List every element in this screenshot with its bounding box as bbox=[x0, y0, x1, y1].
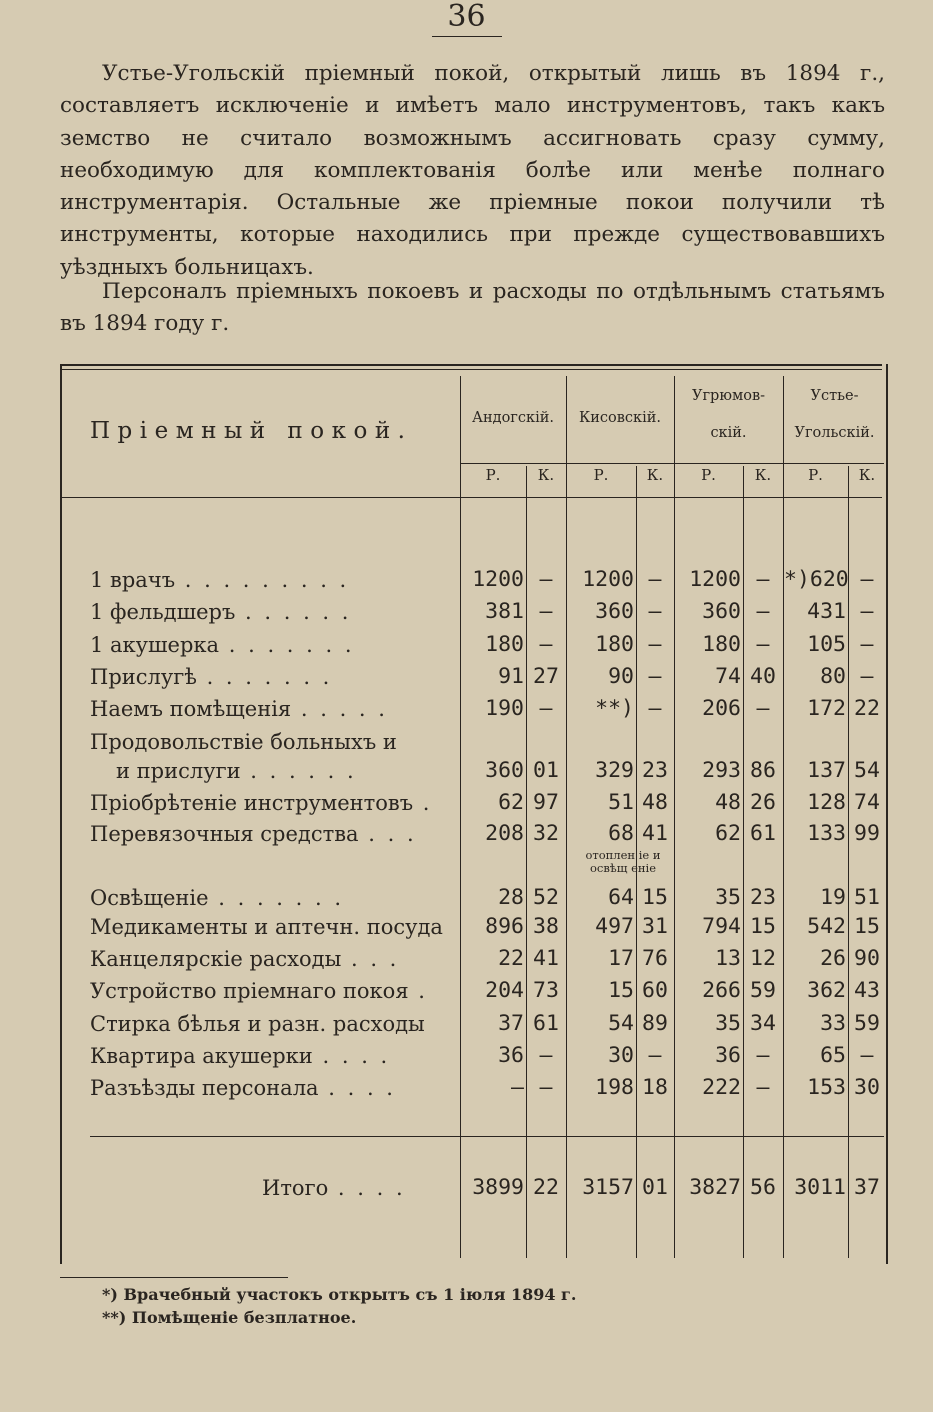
rubles-cell: 360 bbox=[485, 758, 524, 783]
kopecks-cell: 59 bbox=[854, 1011, 880, 1036]
rubles-cell: 896 bbox=[485, 914, 524, 939]
row-label bbox=[90, 819, 417, 849]
rubles-cell: 91 bbox=[498, 664, 524, 689]
rubles-cell: 35 bbox=[715, 885, 741, 910]
kopecks-cell: 32 bbox=[533, 821, 559, 846]
table-row bbox=[0, 565, 933, 595]
rubles-cell: 15 bbox=[608, 978, 634, 1003]
row-label bbox=[90, 976, 428, 1006]
table-row bbox=[0, 1073, 933, 1103]
kopecks-cell: 23 bbox=[750, 885, 776, 910]
rubles-cell: 172 bbox=[807, 696, 846, 721]
kopecks-cell: 15 bbox=[750, 914, 776, 939]
row-label bbox=[262, 1173, 406, 1203]
kopecks-cell: — bbox=[756, 696, 770, 721]
column-header-1: Андогскій. bbox=[472, 410, 554, 426]
kopecks-cell: — bbox=[756, 1043, 770, 1068]
rubles-cell: **) bbox=[595, 696, 634, 721]
kopecks-cell: 31 bbox=[642, 914, 668, 939]
rubles-cell: 153 bbox=[807, 1075, 846, 1100]
kopecks-cell: 86 bbox=[750, 758, 776, 783]
rubles-header: Р. bbox=[593, 466, 609, 484]
kopecks-cell: 41 bbox=[533, 946, 559, 971]
rubles-cell: 293 bbox=[702, 758, 741, 783]
row-label-text: 1 врачъ bbox=[90, 568, 176, 592]
rubles-cell: 62 bbox=[715, 821, 741, 846]
rubles-cell: 62 bbox=[498, 790, 524, 815]
row-label-text: и прислуги bbox=[116, 759, 241, 783]
footnote-2: **) Помѣщеніе безплатное. bbox=[102, 1308, 357, 1327]
kopecks-cell: 61 bbox=[533, 1011, 559, 1036]
kopecks-cell: — bbox=[648, 632, 662, 657]
rubles-cell: 180 bbox=[595, 632, 634, 657]
leader-dots: . . . bbox=[358, 822, 417, 846]
rubles-cell: 36 bbox=[498, 1043, 524, 1068]
kopecks-cell: 26 bbox=[750, 790, 776, 815]
rubles-cell: 794 bbox=[702, 914, 741, 939]
kopecks-cell: — bbox=[756, 1075, 770, 1100]
kopecks-cell: 52 bbox=[533, 885, 559, 910]
rubles-cell: 222 bbox=[702, 1075, 741, 1100]
row-label-text: Перевязочныя средства bbox=[90, 822, 359, 846]
row-label-text: 1 фельдшеръ bbox=[90, 600, 236, 624]
rubles-cell: 180 bbox=[485, 632, 524, 657]
rubles-cell: 33 bbox=[820, 1011, 846, 1036]
row-label bbox=[90, 944, 399, 974]
table-row bbox=[0, 788, 933, 818]
table-row bbox=[0, 1041, 933, 1071]
rubles-cell: 266 bbox=[702, 978, 741, 1003]
leader-dots: . . . . . . . bbox=[208, 886, 345, 910]
table-row bbox=[0, 597, 933, 627]
row-label-text: Итого bbox=[262, 1176, 329, 1200]
rubles-cell: — bbox=[511, 1075, 524, 1100]
total-rule bbox=[90, 1136, 884, 1137]
leader-dots: . bbox=[408, 979, 428, 1003]
row-label bbox=[90, 1073, 396, 1103]
row-label bbox=[116, 756, 357, 786]
leader-dots: . . . . bbox=[312, 1044, 391, 1068]
rubles-cell: 128 bbox=[807, 790, 846, 815]
row-label bbox=[90, 727, 397, 757]
leader-dots: . . . . . . bbox=[235, 600, 352, 624]
column-header-2: Кисовскій. bbox=[579, 410, 661, 426]
rubles-cell: 65 bbox=[820, 1043, 846, 1068]
kopecks-cell: 37 bbox=[854, 1175, 880, 1200]
column-header-3: Угрюмов- bbox=[691, 388, 766, 404]
table-caption-paragraph: Персоналъ пріемныхъ покоевъ и расходы по отдѣльнымъ статьямъ въ 1894 году г. bbox=[60, 279, 885, 337]
column-header-4-line2: Угольскій. bbox=[794, 425, 875, 441]
rubles-cell: 1200 bbox=[582, 567, 634, 592]
kopecks-cell: 22 bbox=[854, 696, 880, 721]
row-label bbox=[90, 565, 349, 595]
kopecks-cell: 74 bbox=[854, 790, 880, 815]
kopecks-cell: — bbox=[756, 599, 770, 624]
kopecks-cell: — bbox=[648, 1043, 662, 1068]
table-row bbox=[0, 756, 933, 786]
leader-dots: . . . . . . . bbox=[196, 665, 333, 689]
row-label-text: Наемъ помѣщенія bbox=[90, 697, 292, 721]
rubles-cell: 36 bbox=[715, 1043, 741, 1068]
kopecks-cell: 18 bbox=[642, 1075, 668, 1100]
leader-dots: . bbox=[413, 791, 433, 815]
kopecks-cell: 99 bbox=[854, 821, 880, 846]
kopecks-header: К. bbox=[754, 466, 772, 484]
rubles-cell: 542 bbox=[807, 914, 846, 939]
cell-annotation: отоплен іе и освѣщ еніе bbox=[585, 848, 661, 875]
row-label bbox=[90, 912, 443, 942]
rubles-header: Р. bbox=[808, 466, 823, 484]
kopecks-cell: 56 bbox=[750, 1175, 776, 1200]
table-row bbox=[0, 727, 933, 757]
kopecks-cell: 15 bbox=[854, 914, 880, 939]
table-top-rule bbox=[60, 364, 882, 366]
rubles-cell: 80 bbox=[820, 664, 846, 689]
row-label-text: Продовольствіе больныхъ и bbox=[90, 730, 397, 754]
kopecks-cell: 22 bbox=[533, 1175, 559, 1200]
leader-dots: . . . . . . . bbox=[219, 633, 355, 657]
rubles-cell: 26 bbox=[820, 946, 846, 971]
kopecks-header: К. bbox=[537, 466, 555, 484]
rubles-cell: 1200 bbox=[472, 567, 524, 592]
table-row bbox=[0, 694, 933, 724]
kopecks-cell: 61 bbox=[750, 821, 776, 846]
kopecks-cell: — bbox=[756, 632, 770, 657]
leader-dots: . . . . bbox=[318, 1076, 396, 1100]
kopecks-cell: 59 bbox=[750, 978, 776, 1003]
table-row bbox=[0, 944, 933, 974]
rubles-cell: 198 bbox=[595, 1075, 634, 1100]
rubles-cell: 360 bbox=[595, 599, 634, 624]
kopecks-header: К. bbox=[858, 466, 876, 484]
table-row bbox=[0, 976, 933, 1006]
rubles-cell: 22 bbox=[498, 946, 524, 971]
rubles-cell: 3157 bbox=[582, 1175, 634, 1200]
kopecks-cell: 48 bbox=[642, 790, 668, 815]
rubles-cell: 35 bbox=[715, 1011, 741, 1036]
leader-dots: . . . . . bbox=[291, 697, 388, 721]
rubles-cell: 381 bbox=[485, 599, 524, 624]
rubles-cell: 204 bbox=[485, 978, 524, 1003]
rubles-cell: 133 bbox=[807, 821, 846, 846]
kopecks-cell: — bbox=[860, 664, 874, 689]
column-header-3-line2: скій. bbox=[710, 425, 747, 441]
rubles-cell: 180 bbox=[702, 632, 741, 657]
rubles-cell: 64 bbox=[608, 885, 634, 910]
row-label-text: Канцелярскіе расходы bbox=[90, 947, 342, 971]
table-title-header: Пріемный покой. bbox=[90, 418, 413, 444]
rubles-header: Р. bbox=[701, 466, 716, 484]
row-label-text: Медикаменты и аптечн. посуда bbox=[90, 915, 443, 939]
rubles-cell: 329 bbox=[595, 758, 634, 783]
kopecks-cell: — bbox=[539, 567, 553, 592]
table-row bbox=[0, 883, 933, 913]
table-header-bottom-rule bbox=[60, 497, 882, 498]
rubles-cell: 362 bbox=[807, 978, 846, 1003]
rubles-cell: 137 bbox=[807, 758, 846, 783]
row-label bbox=[90, 694, 388, 724]
leader-dots: . . . . bbox=[328, 1176, 406, 1200]
row-label-text: Пріобрѣтеніе инструментовъ bbox=[90, 791, 414, 815]
kopecks-cell: 97 bbox=[533, 790, 559, 815]
kopecks-cell: — bbox=[860, 599, 874, 624]
rubles-cell: 17 bbox=[608, 946, 634, 971]
row-label bbox=[90, 883, 344, 913]
footnote-1: *) Врачебный участокъ открытъ съ 1 іюля 1894 г. bbox=[102, 1285, 577, 1304]
leader-dots: . . . . . . bbox=[240, 759, 357, 783]
kopecks-cell: — bbox=[539, 1043, 553, 1068]
subheader-rule bbox=[460, 463, 884, 464]
kopecks-cell: 60 bbox=[642, 978, 668, 1003]
table-row bbox=[0, 662, 933, 692]
row-label-text: Стирка бѣлья и разн. расходы bbox=[90, 1012, 425, 1036]
leader-dots: . . . . . . . . . bbox=[175, 568, 350, 592]
kopecks-cell: 30 bbox=[854, 1075, 880, 1100]
rubles-cell: 431 bbox=[807, 599, 846, 624]
rubles-cell: 13 bbox=[715, 946, 741, 971]
kopecks-cell: 34 bbox=[750, 1011, 776, 1036]
row-label bbox=[90, 662, 332, 692]
rubles-cell: 19 bbox=[820, 885, 846, 910]
rubles-cell: 497 bbox=[595, 914, 634, 939]
rubles-cell: 68 bbox=[608, 821, 634, 846]
kopecks-cell: 01 bbox=[642, 1175, 668, 1200]
total-row bbox=[0, 1173, 933, 1203]
rubles-cell: 208 bbox=[485, 821, 524, 846]
kopecks-cell: — bbox=[539, 632, 553, 657]
kopecks-cell: — bbox=[860, 1043, 874, 1068]
kopecks-cell: — bbox=[860, 632, 874, 657]
table-row bbox=[0, 912, 933, 942]
kopecks-cell: 43 bbox=[854, 978, 880, 1003]
row-label-text: Квартира акушерки bbox=[90, 1044, 313, 1068]
kopecks-cell: 40 bbox=[750, 664, 776, 689]
kopecks-cell: — bbox=[539, 599, 553, 624]
rubles-cell: 3827 bbox=[689, 1175, 741, 1200]
table-row bbox=[0, 819, 933, 849]
row-label bbox=[90, 597, 351, 627]
row-label bbox=[90, 788, 432, 818]
kopecks-cell: — bbox=[539, 696, 553, 721]
footnote-rule bbox=[60, 1277, 288, 1278]
rubles-cell: 3899 bbox=[472, 1175, 524, 1200]
kopecks-cell: 38 bbox=[533, 914, 559, 939]
row-label-text: Разъѣзды персонала bbox=[90, 1076, 319, 1100]
kopecks-cell: 12 bbox=[750, 946, 776, 971]
rubles-cell: 37 bbox=[498, 1011, 524, 1036]
kopecks-cell: 23 bbox=[642, 758, 668, 783]
row-label bbox=[90, 1041, 390, 1071]
table-row bbox=[0, 630, 933, 660]
row-label bbox=[90, 630, 355, 660]
kopecks-cell: 15 bbox=[642, 885, 668, 910]
rubles-cell: 206 bbox=[702, 696, 741, 721]
rubles-cell: 54 bbox=[608, 1011, 634, 1036]
rubles-cell: 360 bbox=[702, 599, 741, 624]
kopecks-cell: — bbox=[539, 1075, 553, 1100]
rubles-cell: 105 bbox=[807, 632, 846, 657]
intro-paragraph: Устье-Угольскій пріемный покой, открытый лишь въ 1894 г., составляетъ исключеніе и имѣетъ мало инструментовъ, такъ какъ земство не считало возможнымъ ассигновать сразу сумму, необходимую для комплектованія болѣе или менѣе полнаго инструментарія. Остальные же пріемные покои получили тѣ инструменты, которые находились при прежде существовавшихъ уѣздныхъ больницахъ. bbox=[60, 61, 885, 280]
table-top-rule-thin bbox=[60, 369, 882, 370]
column-header-4: Устье- bbox=[810, 388, 859, 404]
kopecks-header: К. bbox=[646, 466, 664, 484]
kopecks-cell: — bbox=[648, 567, 662, 592]
kopecks-cell: 01 bbox=[533, 758, 559, 783]
kopecks-cell: — bbox=[860, 567, 874, 592]
rubles-cell: 51 bbox=[608, 790, 634, 815]
rubles-cell: 190 bbox=[485, 696, 524, 721]
kopecks-cell: 73 bbox=[533, 978, 559, 1003]
kopecks-cell: — bbox=[648, 696, 662, 721]
row-label-text: Освѣщеніе bbox=[90, 886, 209, 910]
rubles-cell: 48 bbox=[715, 790, 741, 815]
kopecks-cell: — bbox=[648, 599, 662, 624]
kopecks-cell: — bbox=[648, 664, 662, 689]
kopecks-cell: 54 bbox=[854, 758, 880, 783]
rubles-cell: 1200 bbox=[689, 567, 741, 592]
kopecks-cell: 76 bbox=[642, 946, 668, 971]
table-row bbox=[0, 1009, 933, 1039]
rubles-cell: 74 bbox=[715, 664, 741, 689]
row-label-text: Устройство пріемнаго покоя bbox=[90, 979, 409, 1003]
leader-dots: . . . bbox=[341, 947, 400, 971]
kopecks-cell: 41 bbox=[642, 821, 668, 846]
page-number-rule bbox=[432, 36, 502, 37]
rubles-cell: 30 bbox=[608, 1043, 634, 1068]
kopecks-cell: — bbox=[756, 567, 770, 592]
kopecks-cell: 90 bbox=[854, 946, 880, 971]
kopecks-cell: 51 bbox=[854, 885, 880, 910]
row-label bbox=[90, 1009, 425, 1039]
row-label-text: 1 акушерка bbox=[90, 633, 220, 657]
rubles-cell: 90 bbox=[608, 664, 634, 689]
page-number: 36 bbox=[447, 0, 486, 34]
kopecks-cell: 27 bbox=[533, 664, 559, 689]
rubles-cell: *)620 bbox=[784, 567, 849, 592]
rubles-cell: 3011 bbox=[794, 1175, 846, 1200]
rubles-cell: 28 bbox=[498, 885, 524, 910]
row-label-text: Прислугѣ bbox=[90, 665, 197, 689]
kopecks-cell: 89 bbox=[642, 1011, 668, 1036]
rubles-header: Р. bbox=[485, 466, 501, 484]
